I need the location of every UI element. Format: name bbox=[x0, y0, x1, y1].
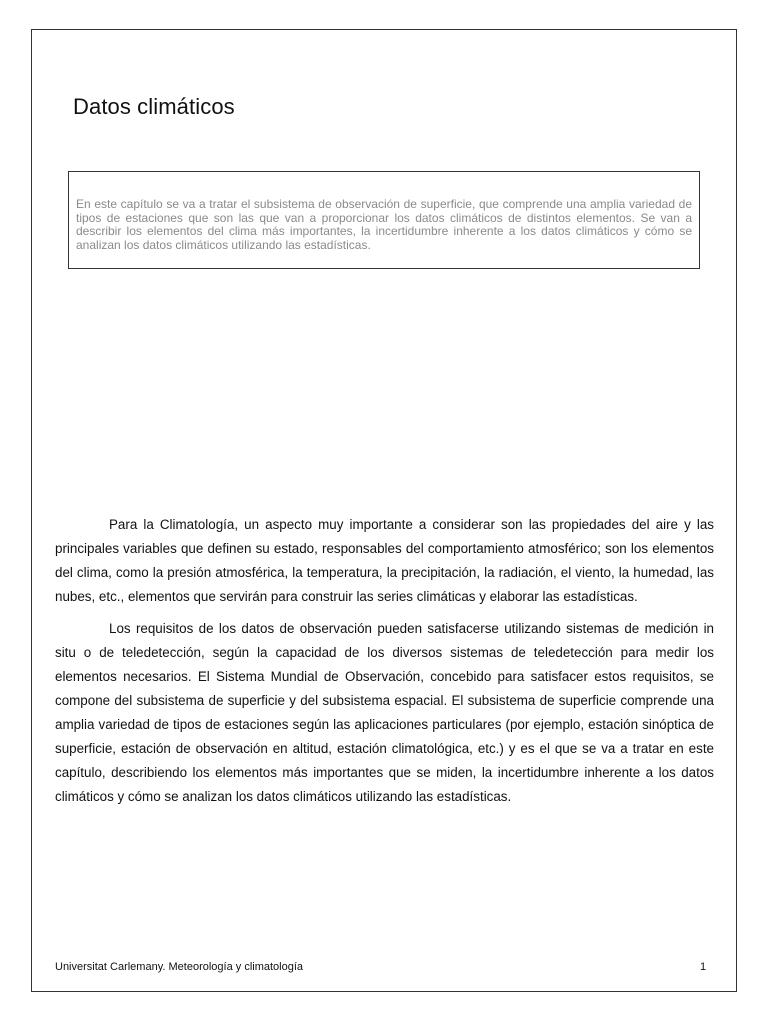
page-title: Datos climáticos bbox=[73, 94, 235, 119]
abstract-text: En este capítulo se va a tratar el subsistema de observación de superficie, que comprende una amplia variedad de tipos de estaciones que son las que van a proporcionar los datos climáticos de distintos elementos. Se van a describir los elementos del clima más importantes, la incertidumbre inherente a los datos climáticos y cómo se analizan los datos climáticos utilizando las estadísticas. bbox=[76, 197, 692, 252]
abstract-box bbox=[68, 171, 700, 269]
paragraph-1: Para la Climatología, un aspecto muy importante a considerar son las propiedades del aire y las principales variables que definen su estado, responsables del comportamiento atmosférico; son los elementos del clima, como la presión atmosférica, la temperatura, la precipitación, la radiación, el viento, la humedad, las nubes, etc., elementos que servirán para construir las series climáticas y elaborar las estadísticas. bbox=[55, 517, 714, 604]
body-text bbox=[55, 513, 714, 817]
page-number: 1 bbox=[700, 961, 707, 973]
footer-text: Universitat Carlemany. Meteorología y climatología bbox=[55, 961, 304, 973]
paragraph-2: Los requisitos de los datos de observación pueden satisfacerse utilizando sistemas de medición in situ o de teledetección, según la capacidad de los diversos sistemas de teledetección para medir los elementos necesarios. El Sistema Mundial de Observación, concebido para satisfacer estos requisitos, se compone del subsistema de superficie y del subsistema espacial. El subsistema de superficie comprende una amplia variedad de tipos de estaciones según las aplicaciones particulares (por ejemplo, estación sinóptica de superficie, estación de observación en altitud, estación climatológica, etc.) y es el que se va a tratar en este capítulo, describiendo los elementos más importantes que se miden, la incertidumbre inherente a los datos climáticos y cómo se analizan los datos climáticos utilizando las estadísticas. bbox=[55, 621, 714, 804]
